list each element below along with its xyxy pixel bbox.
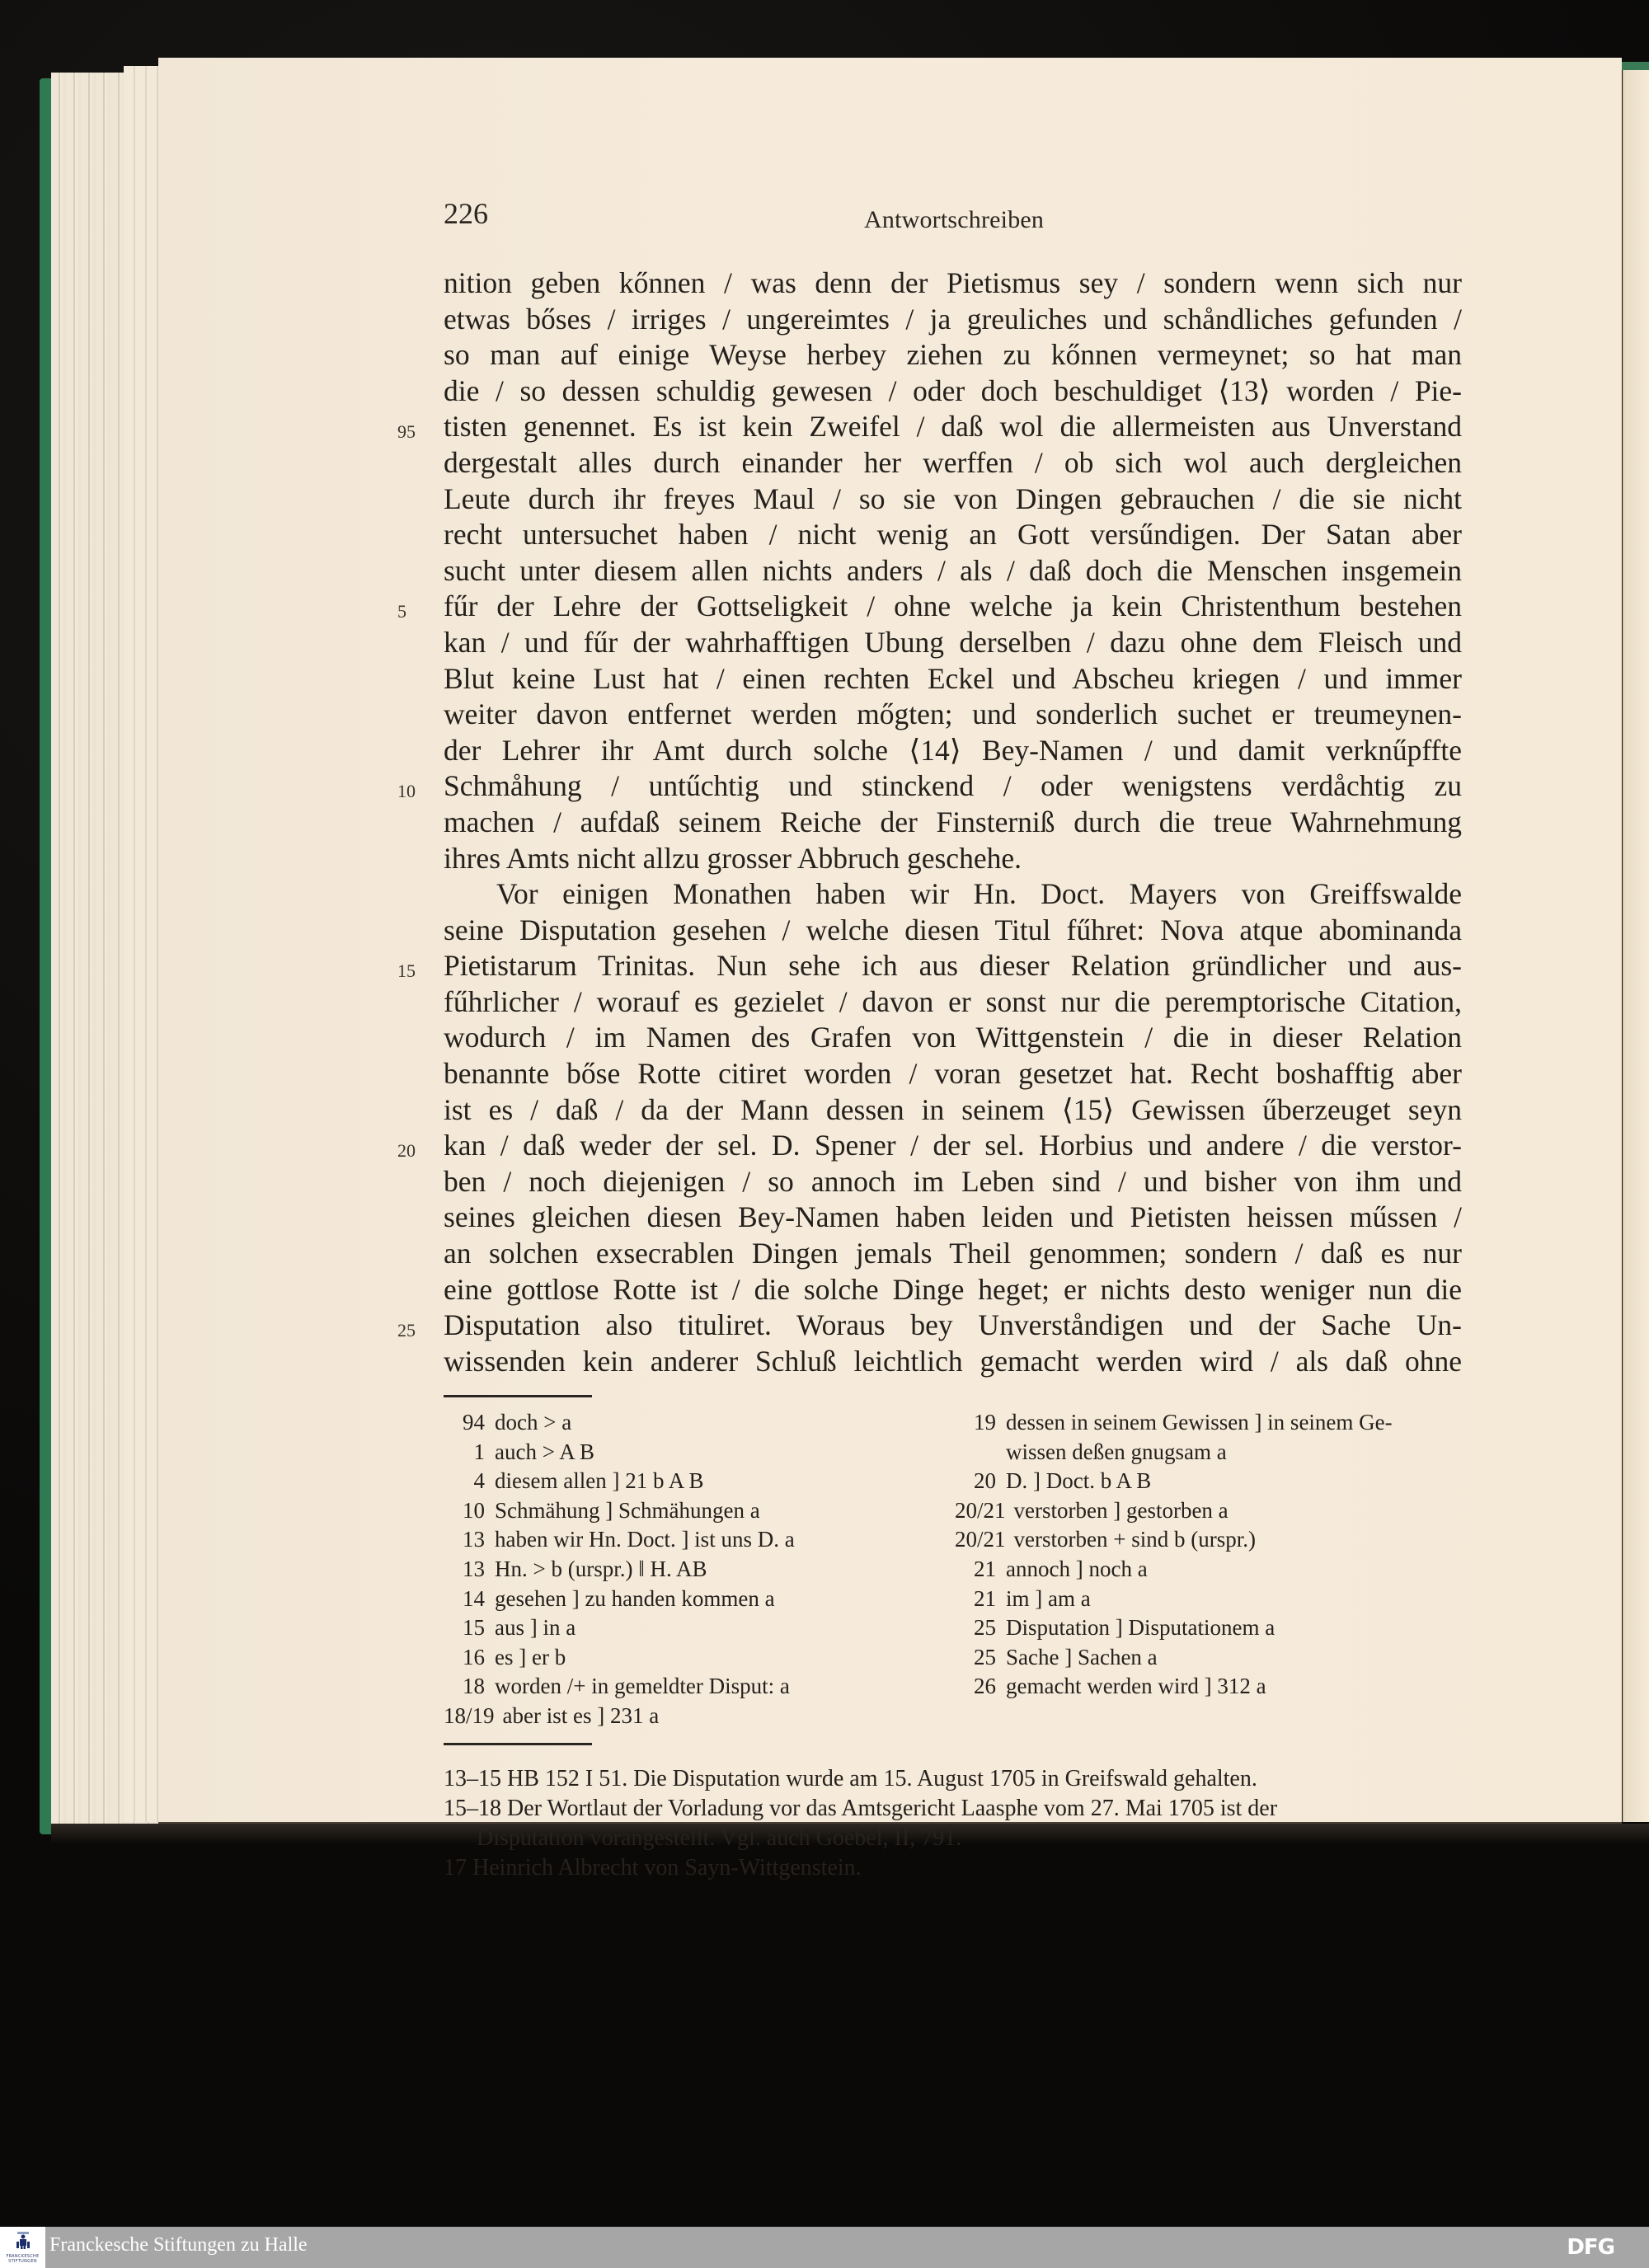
margin-line-number: 5 bbox=[397, 601, 406, 622]
apparatus-line-ref: 16 bbox=[463, 1644, 485, 1669]
text-line-content: tisten genennet. Es ist kein Zweifel / daß wol die allermeisten aus Unverstand bbox=[444, 410, 1462, 444]
text-line bbox=[444, 661, 1462, 697]
text-line-content: Blut keine Lust hat / einen rechten Eckel und Abscheu kriegen / und immer bbox=[444, 661, 1462, 695]
text-line-content: wodurch / im Namen des Grafen von Wittgenstein / die in dieser Relation bbox=[444, 1021, 1462, 1054]
text-line-content: der Lehrer ihr Amt durch solche ⟨14⟩ Bey-Namen / und damit verknűpffte bbox=[444, 733, 1462, 767]
text-line-content: seine Disputation gesehen / welche diesen Titul fűhret: Nova atque abominanda bbox=[444, 913, 1462, 946]
text-line bbox=[444, 913, 1462, 949]
institution-name[interactable]: Franckesche Stiftungen zu Halle bbox=[49, 2234, 308, 2256]
text-line-content: fűr der Lehre der Gottseligkeit / ohne welche ja kein Christenthum bestehen bbox=[444, 589, 1462, 623]
text-line bbox=[444, 733, 1462, 769]
footer-bar bbox=[0, 2227, 1649, 2268]
text-line bbox=[444, 1092, 1462, 1129]
apparatus-variant: Schmähung ] Schmähungen a bbox=[495, 1497, 760, 1523]
text-line bbox=[444, 805, 1462, 841]
apparatus-variant: aber ist es ] 231 a bbox=[502, 1702, 660, 1728]
text-line-content: wissenden kein anderer Schluß leichtlich gemacht werden wird / als daß ohne bbox=[444, 1344, 1462, 1378]
logo-caption bbox=[2, 2254, 44, 2264]
franckesche-stiftungen-logo-icon bbox=[16, 2232, 31, 2250]
apparatus-column-left bbox=[444, 1408, 938, 1731]
text-line-content: sucht unter diesem allen nichts anders / als / daß doch die Menschen insgemein bbox=[444, 553, 1462, 587]
text-line-content: ihres Amts nicht allzu grosser Abbruch geschehe. bbox=[444, 841, 1022, 875]
apparatus-variant: annoch ] noch a bbox=[1006, 1556, 1148, 1581]
text-line bbox=[444, 625, 1462, 661]
text-line bbox=[444, 1344, 1462, 1380]
text-line-content: ist es / daß / da der Mann dessen in seinem ⟨15⟩ Gewissen űberzeuget seyn bbox=[444, 1092, 1462, 1126]
text-line bbox=[444, 445, 1462, 481]
page-stack-edge-inner bbox=[124, 66, 158, 1822]
apparatus-entry-continuation: wissen deßen gnugsam a bbox=[1006, 1439, 1227, 1464]
commentary-note bbox=[444, 1764, 1462, 1794]
logo-caption-line2: STIFTUNGEN bbox=[8, 2259, 37, 2264]
text-line bbox=[444, 1056, 1462, 1092]
apparatus-variant: haben wir Hn. Doct. ] ist uns D. a bbox=[495, 1527, 795, 1552]
apparatus-entry bbox=[444, 1585, 938, 1614]
text-line bbox=[397, 768, 1462, 805]
apparatus-variant: verstorben ] gestorben a bbox=[1013, 1497, 1229, 1523]
apparatus-variant: auch > A B bbox=[495, 1439, 594, 1464]
apparatus-variant: es ] er b bbox=[495, 1644, 566, 1669]
text-line bbox=[444, 697, 1462, 733]
text-line-content: ben / noch diejenigen / so annoch im Leben sind / und bisher von ihm und bbox=[444, 1164, 1462, 1198]
text-line bbox=[444, 1020, 1462, 1056]
apparatus-line-ref: 1 bbox=[473, 1439, 485, 1464]
apparatus-variant: Hn. > b (urspr.) ‖ H. AB bbox=[495, 1556, 707, 1581]
text-line-content: an solchen exsecrablen Dingen jemals Theil genommen; sondern / daß es nur bbox=[444, 1237, 1462, 1270]
commentary-note-text: 13–15 HB 152 I 51. Die Disputation wurde am 15. August 1705 in Greifswald gehalten. bbox=[444, 1766, 1257, 1791]
text-line-content: recht untersuchet haben / nicht wenig an Gott versűndigen. Der Satan aber bbox=[444, 518, 1462, 552]
apparatus-line-ref: 4 bbox=[473, 1468, 485, 1494]
text-line-content: etwas bőses / irriges / ungereimtes / ja greuliches und schåndliches gefunden / bbox=[444, 302, 1462, 336]
apparatus-entry bbox=[444, 1496, 938, 1526]
apparatus-line-ref: 13 bbox=[463, 1527, 485, 1552]
commentary-note-text: 17 Heinrich Albrecht von Sayn-Wittgenstein. bbox=[444, 1855, 862, 1881]
text-line bbox=[444, 517, 1462, 553]
margin-line-number: 10 bbox=[397, 781, 416, 802]
text-line bbox=[444, 302, 1462, 338]
apparatus-entry bbox=[955, 1467, 1466, 1496]
apparatus-line-ref: 15 bbox=[463, 1615, 485, 1641]
apparatus-entry bbox=[444, 1555, 938, 1585]
margin-line-number: 20 bbox=[397, 1140, 416, 1162]
margin-line-number: 25 bbox=[397, 1320, 416, 1341]
commentary-note-continuation: Disputation vorangestellt. Vgl. auch Goebel, II, 791. bbox=[477, 1825, 962, 1851]
apparatus-line-ref: 25 bbox=[974, 1644, 996, 1669]
apparatus-entry bbox=[955, 1496, 1466, 1526]
apparatus-variant: aus ] in a bbox=[495, 1615, 576, 1641]
apparatus-variant: Disputation ] Disputationem a bbox=[1006, 1615, 1276, 1641]
text-line-content: dergestalt alles durch einander her werffen / ob sich wol auch dergleichen bbox=[444, 445, 1462, 479]
apparatus-entry bbox=[444, 1702, 938, 1731]
apparatus-entry bbox=[955, 1585, 1466, 1614]
apparatus-variant: worden /+ in gemeldter Disput: a bbox=[495, 1674, 790, 1699]
dfg-logo[interactable]: DFG bbox=[1567, 2235, 1614, 2260]
apparatus-line-ref: 26 bbox=[974, 1674, 996, 1699]
text-line bbox=[444, 481, 1462, 518]
apparatus-variant: im ] am a bbox=[1006, 1585, 1091, 1611]
apparatus-entry bbox=[955, 1525, 1466, 1555]
text-line-content: machen / aufdaß seinem Reiche der Finsterniß durch die treue Wahrnehmung bbox=[444, 805, 1462, 838]
apparatus-line-ref: 20/21 bbox=[955, 1527, 1006, 1552]
apparatus-variant: dessen in seinem Gewissen ] in seinem Ge- bbox=[1006, 1410, 1393, 1435]
apparatus-entry bbox=[444, 1467, 938, 1496]
commentary-note bbox=[444, 1794, 1462, 1853]
apparatus-line-ref: 18 bbox=[463, 1674, 485, 1699]
text-line bbox=[397, 948, 1462, 984]
apparatus-variant: diesem allen ] 21 b A B bbox=[495, 1468, 704, 1494]
text-line bbox=[444, 337, 1462, 373]
commentary-separator-rule bbox=[444, 1743, 592, 1745]
apparatus-entry bbox=[444, 1408, 938, 1438]
apparatus-entry bbox=[444, 1525, 938, 1555]
apparatus-line-ref: 21 bbox=[974, 1585, 996, 1611]
commentary-note-text: 15–18 Der Wortlaut der Vorladung vor das Amtsgericht Laasphe vom 27. Mai 1705 ist der bbox=[444, 1796, 1278, 1821]
apparatus-line-ref: 20 bbox=[974, 1468, 996, 1494]
margin-line-number: 95 bbox=[397, 421, 416, 443]
text-line bbox=[397, 409, 1462, 445]
apparatus-entry bbox=[955, 1643, 1466, 1673]
apparatus-variant: gesehen ] zu handen kommen a bbox=[495, 1585, 775, 1611]
text-line bbox=[444, 1164, 1462, 1200]
text-line-content: Vor einigen Monathen haben wir Hn. Doct. Mayers von Greiffswalde bbox=[496, 877, 1462, 911]
text-line-content: Disputation also tituliret. Woraus bey Unverståndigen und der Sache Un- bbox=[444, 1308, 1462, 1342]
text-line-content: Schmåhung / untűchtig und stinckend / oder wenigstens verdåchtig zu bbox=[444, 769, 1462, 803]
commentary-notes bbox=[444, 1764, 1462, 1883]
text-line bbox=[444, 1236, 1462, 1272]
facing-page-edge bbox=[1623, 70, 1649, 1822]
apparatus-variant: doch > a bbox=[495, 1410, 572, 1435]
running-head bbox=[444, 196, 1458, 237]
apparatus-line-ref: 14 bbox=[463, 1585, 485, 1611]
apparatus-line-ref: 18/19 bbox=[444, 1702, 495, 1728]
apparatus-variant: verstorben + sind b (urspr.) bbox=[1013, 1527, 1256, 1552]
apparatus-line-ref: 25 bbox=[974, 1615, 996, 1641]
commentary-note bbox=[444, 1853, 1462, 1883]
apparatus-line-ref: 21 bbox=[974, 1556, 996, 1581]
apparatus-entry bbox=[444, 1643, 938, 1673]
apparatus-line-ref: 10 bbox=[463, 1497, 485, 1523]
text-line-content: weiter davon entfernet werden mőgten; und sonderlich suchet er treumeynen- bbox=[444, 697, 1462, 731]
apparatus-variant: Sache ] Sachen a bbox=[1006, 1644, 1158, 1669]
apparatus-variant: gemacht werden wird ] 312 a bbox=[1006, 1674, 1266, 1699]
text-line bbox=[444, 984, 1462, 1021]
text-line-content: so man auf einige Weyse herbey ziehen zu kőnnen vermeynet; so hat man bbox=[444, 338, 1462, 372]
text-line bbox=[444, 373, 1462, 410]
apparatus-entry bbox=[444, 1613, 938, 1643]
apparatus-column-right bbox=[955, 1408, 1466, 1702]
apparatus-line-ref: 13 bbox=[463, 1556, 485, 1581]
text-line-content: seines gleichen diesen Bey-Namen haben leiden und Pietisten heissen műssen / bbox=[444, 1200, 1462, 1234]
apparatus-line-ref: 20/21 bbox=[955, 1497, 1006, 1523]
text-line bbox=[397, 1128, 1462, 1164]
text-line-content: kan / daß weder der sel. D. Spener / der sel. Horbius und andere / die verstor- bbox=[444, 1129, 1462, 1162]
text-line bbox=[444, 1272, 1462, 1308]
text-line bbox=[444, 553, 1462, 589]
text-line bbox=[397, 589, 1462, 625]
apparatus-entry bbox=[955, 1613, 1466, 1643]
apparatus-line-ref: 94 bbox=[463, 1410, 485, 1435]
apparatus-line-ref: 19 bbox=[974, 1410, 996, 1435]
text-line bbox=[444, 876, 1462, 913]
apparatus-entry bbox=[955, 1672, 1466, 1702]
text-line-content: nition geben kőnnen / was denn der Pietismus sey / sondern wenn sich nur bbox=[444, 266, 1462, 299]
apparatus-entry bbox=[444, 1438, 938, 1467]
text-line-content: benannte bőse Rotte citiret worden / voran gesetzet hat. Recht boshafftig aber bbox=[444, 1057, 1462, 1091]
apparatus-entry bbox=[955, 1555, 1466, 1585]
apparatus-separator-rule bbox=[444, 1395, 592, 1397]
text-line-content: fűhrlicher / worauf es gezielet / davon er sonst nur die peremptorische Citation, bbox=[444, 984, 1462, 1018]
main-text-block bbox=[397, 265, 1462, 1379]
apparatus-variant: D. ] Doct. b A B bbox=[1006, 1468, 1152, 1494]
text-line-content: eine gottlose Rotte ist / die solche Dinge heget; er nichts desto weniger nun die bbox=[444, 1272, 1462, 1306]
text-line bbox=[444, 1200, 1462, 1236]
page-number: 226 bbox=[444, 197, 488, 230]
margin-line-number: 15 bbox=[397, 960, 416, 982]
apparatus-entry bbox=[444, 1672, 938, 1702]
text-line-content: die / so dessen schuldig gewesen / oder doch beschuldiget ⟨13⟩ worden / Pie- bbox=[444, 373, 1462, 407]
text-line-content: Leute durch ihr freyes Maul / so sie von Dingen gebrauchen / die sie nicht bbox=[444, 481, 1462, 515]
text-line-content: Pietistarum Trinitas. Nun sehe ich aus dieser Relation gründlicher und aus- bbox=[444, 949, 1462, 983]
text-line-content: kan / und fűr der wahrhafftigen Ubung derselben / dazu ohne dem Fleisch und bbox=[444, 625, 1462, 659]
text-line bbox=[444, 265, 1462, 302]
text-line bbox=[444, 841, 1462, 877]
running-title: Antwortschreiben bbox=[864, 206, 1045, 233]
institution-logo[interactable] bbox=[0, 2227, 45, 2268]
apparatus-entry bbox=[955, 1408, 1466, 1438]
logo-caption-line1: FRANCKESCHE bbox=[6, 2254, 40, 2259]
text-line bbox=[397, 1308, 1462, 1344]
